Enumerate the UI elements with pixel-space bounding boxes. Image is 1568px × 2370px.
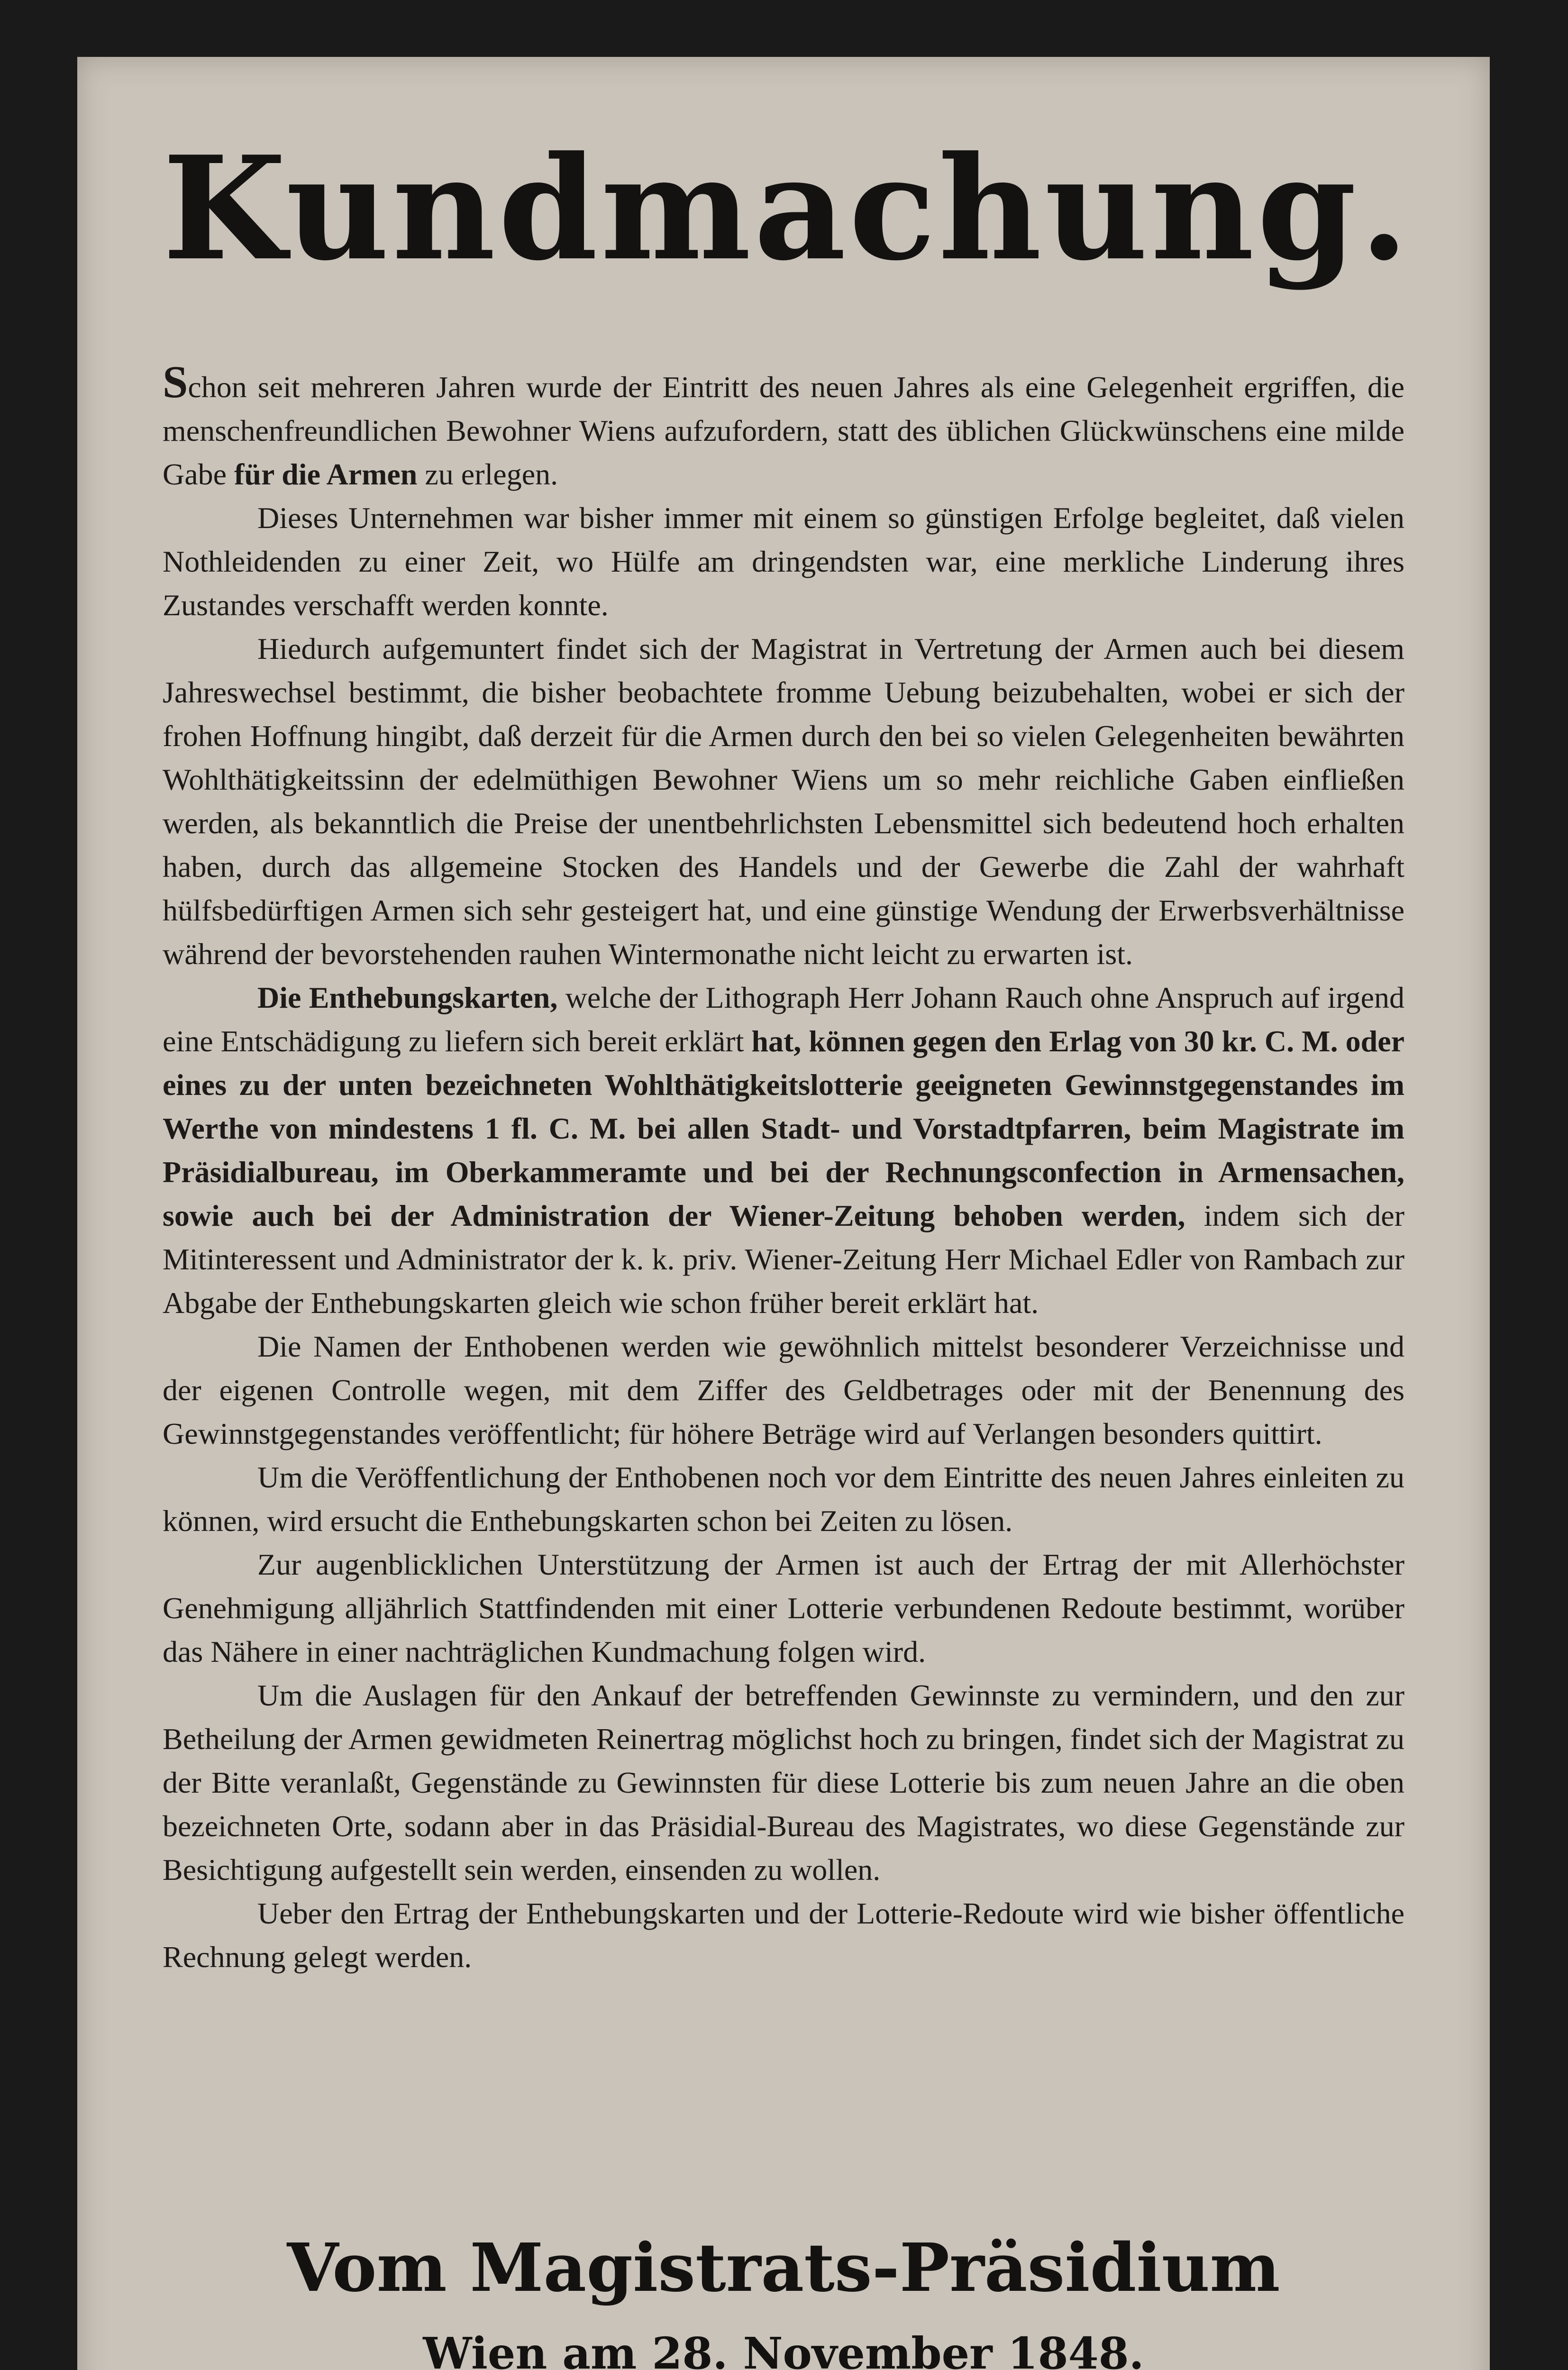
paragraph-1-emphasis: für die Armen xyxy=(234,457,418,491)
paragraph-1-text-a: chon seit mehreren Jahren wurde der Eintritt des neuen Jahres als eine Gelegenheit ergriffen, die menschenfreundlichen Bewohner Wiens aufzufordern, statt des üblichen Glückwünschens eine milde Gabe xyxy=(163,370,1404,491)
drop-cap: S xyxy=(163,356,188,407)
paragraph-8: Um die Auslagen für den Ankauf der betreffenden Gewinnste zu vermindern, und den zur Betheilung der Armen gewidmeten Reinertrag möglichst hoch zu bringen, findet sich der Magistrat zu der Bitte veranlaßt, Gegenstände zu Gewinnsten für diese Lotterie bis zum neuen Jahre an die oben bezeichneten Orte, sodann aber in das Präsidial-Bureau des Magistrates, wo diese Gegenstände zur Besichtigung aufgestellt sein werden, einsenden zu wollen. xyxy=(163,1678,1404,1887)
place-and-date: Wien am 28. November 1848. xyxy=(423,2328,1144,2370)
paragraph-4-text-b: indem sich der Mitinteressent und Administrator der k. k. priv. Wiener-Zeitung Herr Michael Edler von Rambach zur Abgabe der Enthebungskarten gleich wie schon früher bereit erklärt hat. xyxy=(163,1199,1405,1320)
paragraph-4-text-a: welche der Lithograph Herr Johann Rauch ohne Anspruch auf irgend eine Entschädigung zu liefern sich bereit erklärt xyxy=(163,981,1405,1058)
paragraph-4-emphasis-1: Die Enthebungskarten, xyxy=(257,981,558,1014)
paragraph-4 xyxy=(163,976,1404,1325)
paragraph-5: Die Namen der Enthobenen werden wie gewöhnlich mittelst besonderer Verzeichnisse und der eigenen Controlle wegen, mit dem Ziffer des Geldbetrages oder mit der Benennung des Gewinnstgegenstandes veröffentlicht; für höhere Beträge wird auf Verlangen besonders quittirt. xyxy=(163,1330,1404,1450)
paragraph-1-text-b: zu erlegen. xyxy=(417,457,558,491)
paragraph-2: Dieses Unternehmen war bisher immer mit einem so günstigen Erfolge begleitet, daß vielen Nothleidenden zu einer Zeit, wo Hülfe am dringendsten war, eine merkliche Linderung ihres Zustandes verschafft werden konnte. xyxy=(163,501,1404,622)
announcement-body xyxy=(163,356,1405,1979)
poster-sheet xyxy=(77,57,1490,2370)
paragraph-4-emphasis-2: hat, können gegen den Erlag von 30 kr. C. M. oder eines zu der unten bezeichneten Wohlthätigkeitslotterie geeigneten Gewinnstgegenstandes im Werthe von mindestens 1 fl. C. M. bei allen Stadt- und Vorstadtpfarren, beim Magistrate im Präsidialbureau, im Oberkammeramte und bei der Rechnungsconfection in Armensachen, sowie auch bei der Administration der Wiener-Zeitung behoben werden, xyxy=(163,1024,1404,1232)
paragraph-6: Um die Veröffentlichung der Enthobenen noch vor dem Eintritte des neuen Jahres einleiten zu können, wird ersucht die Enthebungskarten schon bei Zeiten zu lösen. xyxy=(163,1460,1404,1538)
paragraph-7: Zur augenblicklichen Unterstützung der Armen ist auch der Ertrag der mit Allerhöchster Genehmigung alljährlich Stattfindenden mit einer Lotterie verbundenen Redoute bestimmt, worüber das Nähere in einer nachträglichen Kundmachung folgen wird. xyxy=(163,1548,1404,1668)
poster-title: Kundmachung. xyxy=(163,125,1412,292)
poster-content xyxy=(163,57,1412,2370)
paragraph-9: Ueber den Ertrag der Enthebungskarten und der Lotterie-Redoute wird wie bisher öffentliche Rechnung gelegt werden. xyxy=(163,1896,1404,1974)
paragraph-1 xyxy=(163,356,1404,496)
paragraph-3: Hiedurch aufgemuntert findet sich der Magistrat in Vertretung der Armen auch bei diesem Jahreswechsel bestimmt, die bisher beobachtete fromme Uebung beizubehalten, wobei er sich der frohen Hoffnung hingibt, daß derzeit für die Armen durch den bei so vielen Gelegenheiten bewährten Wohlthätigkeitssinn der edelmüthigen Bewohner Wiens um so mehr reichliche Gaben einfließen werden, als bekanntlich die Preise der unentbehrlichsten Lebensmittel sich bedeutend hoch erhalten haben, durch das allgemeine Stocken des Handels und der Gewerbe die Zahl der wahrhaft hülfsbedürftigen Armen sich sehr gesteigert hat, und eine günstige Wendung der Erwerbsverhältnisse während der bevorstehenden rauhen Wintermonathe nicht leicht zu erwarten ist. xyxy=(163,632,1404,971)
issuer-signature: Vom Magistrats-Präsidium xyxy=(287,2229,1280,2307)
